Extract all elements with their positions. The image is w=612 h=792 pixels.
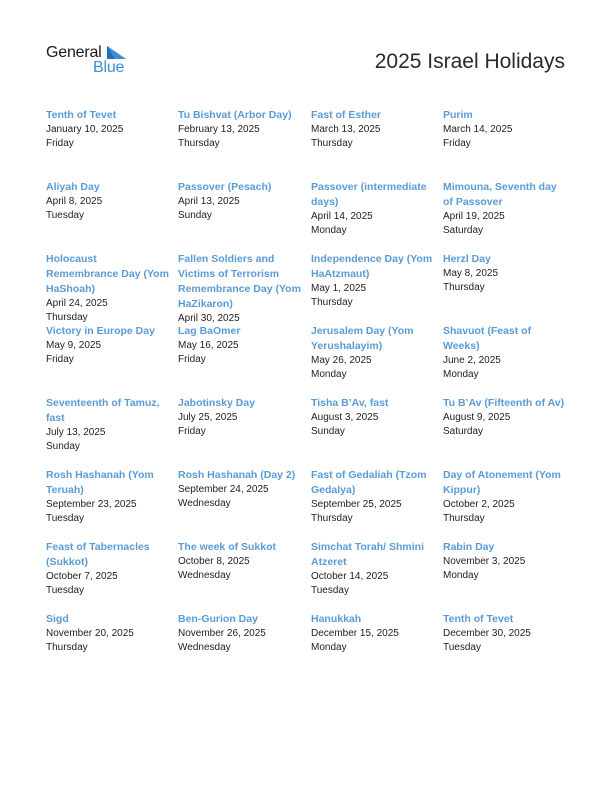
holiday-name: Independence Day (Yom HaAtzmaut) — [311, 253, 433, 280]
holiday-name: Rabin Day — [443, 541, 495, 553]
holiday-entry — [443, 180, 569, 238]
holiday-date: September 23, 2025 — [46, 499, 137, 510]
holiday-entry — [46, 108, 172, 151]
holiday-name: Jerusalem Day (Yom Yerushalayim) — [311, 325, 414, 352]
holiday-name: Herzl Day — [443, 253, 491, 265]
holiday-date: April 24, 2025 — [46, 298, 108, 309]
holiday-date: February 13, 2025 — [178, 124, 260, 135]
holiday-name: Fallen Soldiers and Victims of Terrorism Remembrance Day (Yom HaZikaron) — [178, 253, 301, 310]
holiday-date: May 8, 2025 — [443, 268, 499, 279]
holiday-name: Passover (intermediate days) — [311, 181, 427, 208]
holiday-weekday: Monday — [311, 642, 347, 653]
holiday-entry — [178, 108, 304, 151]
holiday-date: December 15, 2025 — [311, 628, 399, 639]
holiday-date: August 3, 2025 — [311, 412, 379, 423]
holiday-date: May 26, 2025 — [311, 355, 372, 366]
holiday-row — [46, 540, 576, 612]
holiday-name: Shavuot (Feast of Weeks) — [443, 325, 532, 352]
holiday-date: June 2, 2025 — [443, 355, 501, 366]
holiday-entry — [178, 540, 304, 583]
holiday-name: Holocaust Remembrance Day (Yom HaShoah) — [46, 253, 169, 295]
holiday-name: Sigd — [46, 613, 69, 625]
holiday-date: September 25, 2025 — [311, 499, 402, 510]
holiday-weekday: Friday — [443, 138, 471, 149]
holiday-entry — [178, 324, 304, 367]
holiday-date: April 30, 2025 — [178, 313, 240, 324]
holiday-name: Feast of Tabernacles (Sukkot) — [46, 541, 150, 568]
holiday-date: November 3, 2025 — [443, 556, 526, 567]
holiday-weekday: Thursday — [178, 138, 220, 149]
holiday-row — [46, 108, 576, 180]
holiday-date: October 8, 2025 — [178, 556, 250, 567]
holiday-weekday: Friday — [46, 138, 74, 149]
holiday-name: Day of Atonement (Yom Kippur) — [443, 469, 561, 496]
holiday-name: Tu B’Av (Fifteenth of Av) — [443, 397, 565, 409]
holiday-entry — [311, 252, 437, 310]
holiday-date: May 1, 2025 — [311, 283, 367, 294]
holiday-weekday: Thursday — [46, 642, 88, 653]
holiday-weekday: Tuesday — [443, 642, 481, 653]
holiday-date: November 26, 2025 — [178, 628, 266, 639]
holiday-weekday: Tuesday — [46, 513, 84, 524]
holiday-entry — [311, 468, 437, 526]
holiday-name: Victory in Europe Day — [46, 325, 155, 337]
holiday-name: Tu Bishvat (Arbor Day) — [178, 109, 292, 121]
holiday-weekday: Sunday — [311, 426, 345, 437]
holiday-name: Passover (Pesach) — [178, 181, 272, 193]
holiday-weekday: Thursday — [311, 513, 353, 524]
holiday-date: October 14, 2025 — [311, 571, 389, 582]
holiday-name: Fast of Esther — [311, 109, 382, 121]
holiday-date: October 7, 2025 — [46, 571, 118, 582]
holiday-date: September 24, 2025 — [178, 484, 269, 495]
holiday-name: Rosh Hashanah (Day 2) — [178, 469, 296, 481]
holiday-weekday: Friday — [178, 354, 206, 365]
holiday-entry — [178, 252, 304, 326]
holiday-entry — [443, 324, 569, 382]
page-title: 2025 Israel Holidays — [374, 50, 565, 73]
holiday-date: April 8, 2025 — [46, 196, 103, 207]
holiday-entry — [46, 180, 172, 223]
holiday-weekday: Monday — [311, 225, 347, 236]
flag-triangle-icon — [107, 46, 127, 60]
holiday-weekday: Thursday — [443, 282, 485, 293]
holiday-entry — [46, 540, 172, 598]
holiday-date: October 2, 2025 — [443, 499, 515, 510]
logo-word-general: General — [46, 44, 102, 61]
holiday-date: December 30, 2025 — [443, 628, 531, 639]
holiday-name: Simchat Torah/ Shmini Atzeret — [311, 541, 424, 568]
holiday-date: May 9, 2025 — [46, 340, 102, 351]
logo-word-blue: Blue — [93, 59, 125, 76]
holiday-row — [46, 612, 576, 684]
holiday-entry — [178, 612, 304, 655]
holiday-name: Tenth of Tevet — [46, 109, 117, 121]
holiday-entry — [46, 396, 172, 454]
logo — [46, 44, 136, 78]
holiday-row — [46, 396, 576, 468]
holiday-weekday: Monday — [443, 570, 479, 581]
holiday-weekday: Thursday — [46, 312, 88, 323]
holiday-name: Fast of Gedaliah (Tzom Gedalya) — [311, 469, 427, 496]
holiday-row — [46, 468, 576, 540]
holiday-weekday: Friday — [46, 354, 74, 365]
holiday-weekday: Tuesday — [46, 585, 84, 596]
holiday-name: Seventeenth of Tamuz, fast — [46, 397, 160, 424]
holiday-name: Hanukkah — [311, 613, 362, 625]
holiday-entry — [311, 324, 437, 382]
holiday-date: March 14, 2025 — [443, 124, 513, 135]
holiday-entry — [46, 468, 172, 526]
holiday-entry — [311, 612, 437, 655]
holiday-name: Lag BaOmer — [178, 325, 241, 337]
holiday-name: Rosh Hashanah (Yom Teruah) — [46, 469, 154, 496]
holiday-date: July 13, 2025 — [46, 427, 106, 438]
holiday-name: Mimouna, Seventh day of Passover — [443, 181, 557, 208]
holiday-row — [46, 252, 576, 324]
holiday-grid — [46, 108, 576, 684]
holiday-weekday: Sunday — [46, 441, 80, 452]
holiday-weekday: Wednesday — [178, 498, 231, 509]
holiday-entry — [443, 468, 569, 526]
holiday-entry — [443, 396, 569, 439]
holiday-entry — [311, 180, 437, 238]
holiday-entry — [443, 108, 569, 151]
holiday-weekday: Saturday — [443, 426, 484, 437]
holiday-date: May 16, 2025 — [178, 340, 239, 351]
holiday-date: April 14, 2025 — [311, 211, 373, 222]
holiday-date: April 13, 2025 — [178, 196, 240, 207]
holiday-name: Tisha B’Av, fast — [311, 397, 389, 409]
holiday-entry — [311, 396, 437, 439]
holiday-name: Jabotinsky Day — [178, 397, 256, 409]
holiday-date: July 25, 2025 — [178, 412, 238, 423]
holiday-date: March 13, 2025 — [311, 124, 381, 135]
holiday-date: April 19, 2025 — [443, 211, 505, 222]
holiday-entry — [311, 540, 437, 598]
holiday-entry — [46, 612, 172, 655]
holiday-entry — [443, 612, 569, 655]
holiday-entry — [46, 252, 172, 325]
holiday-row — [46, 180, 576, 252]
holiday-name: Purim — [443, 109, 473, 121]
holiday-weekday: Friday — [178, 426, 206, 437]
holiday-entry — [443, 252, 569, 295]
holiday-weekday: Monday — [443, 369, 479, 380]
holiday-date: November 20, 2025 — [46, 628, 134, 639]
holiday-entry — [46, 324, 172, 367]
holiday-entry — [311, 108, 437, 151]
holiday-date: August 9, 2025 — [443, 412, 511, 423]
holiday-name: Aliyah Day — [46, 181, 100, 193]
holiday-date: January 10, 2025 — [46, 124, 124, 135]
holiday-weekday: Saturday — [443, 225, 484, 236]
holiday-weekday: Thursday — [311, 297, 353, 308]
holiday-entry — [178, 468, 304, 511]
holiday-entry — [178, 396, 304, 439]
holiday-weekday: Thursday — [311, 138, 353, 149]
holiday-entry — [178, 180, 304, 223]
holiday-weekday: Tuesday — [46, 210, 84, 221]
holiday-weekday: Thursday — [443, 513, 485, 524]
holiday-weekday: Wednesday — [178, 642, 231, 653]
holiday-name: The week of Sukkot — [178, 541, 277, 553]
holiday-weekday: Monday — [311, 369, 347, 380]
holiday-entry — [443, 540, 569, 583]
holiday-name: Ben-Gurion Day — [178, 613, 258, 625]
holiday-row — [46, 324, 576, 396]
holiday-weekday: Tuesday — [311, 585, 349, 596]
holiday-weekday: Wednesday — [178, 570, 231, 581]
holiday-name: Tenth of Tevet — [443, 613, 514, 625]
holiday-weekday: Sunday — [178, 210, 212, 221]
